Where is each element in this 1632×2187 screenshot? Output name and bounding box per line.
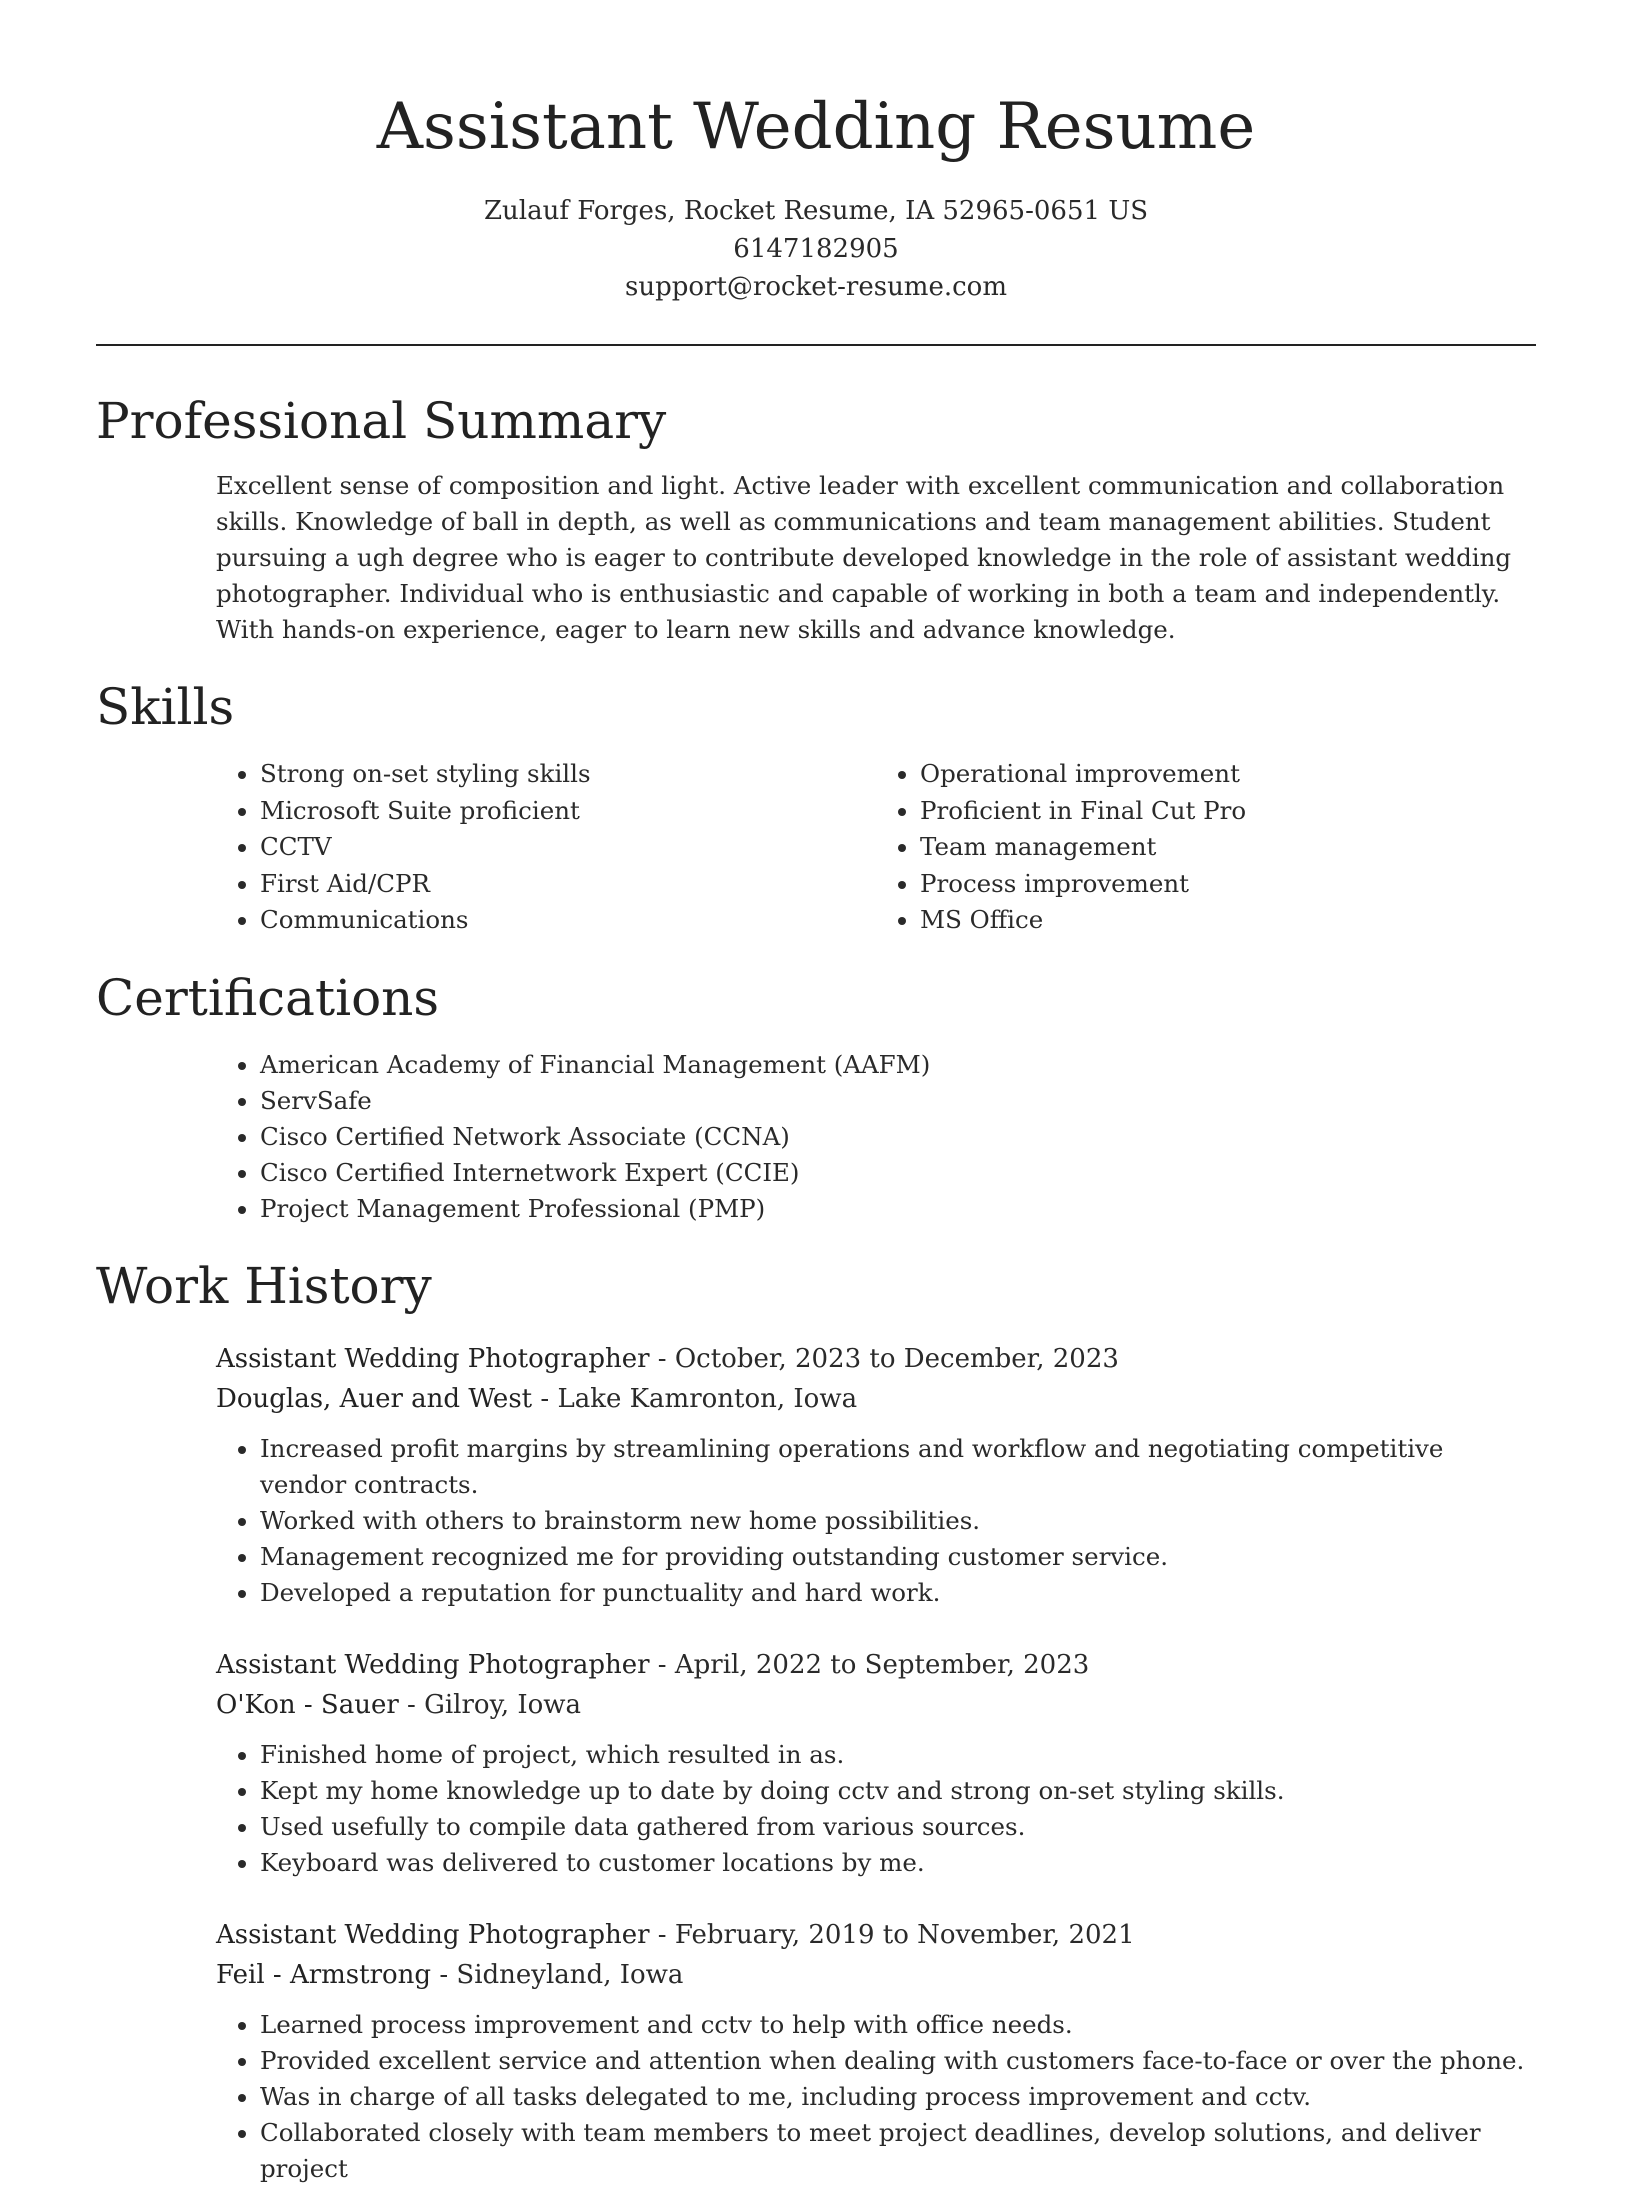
skill-item: • Process improvement <box>920 866 1536 903</box>
skill-item: • Microsoft Suite proficient <box>260 793 876 830</box>
job-dates: - April, 2022 to September, 2023 <box>649 1649 1090 1680</box>
contact-phone: 6147182905 <box>733 234 899 264</box>
job-company-line <box>216 1379 1536 1419</box>
header-divider <box>96 344 1536 346</box>
skills-column-2 <box>876 756 1536 939</box>
resume-header <box>0 0 1632 306</box>
section-title-work-history: Work History <box>96 1256 432 1315</box>
job-entry <box>216 1645 1536 1881</box>
job-bullet: • Was in charge of all tasks delegated to me, including process improvement and cctv. <box>260 2079 1536 2115</box>
job-role: Assistant Wedding Photographer <box>216 1649 650 1680</box>
job-entry <box>216 1915 1536 2187</box>
certification-item: • Cisco Certified Network Associate (CCNA) <box>260 1119 1536 1155</box>
job-location: - Gilroy, Iowa <box>398 1689 582 1720</box>
job-bullet: • Provided excellent service and attention when dealing with customers face-to-face or over the phone. <box>260 2043 1536 2079</box>
skill-item: • First Aid/CPR <box>260 866 876 903</box>
section-title-skills: Skills <box>96 678 235 736</box>
summary-text: Excellent sense of composition and light. Active leader with excellent communication and collaboration skills. Knowledge of ball in depth, as well as communications and team management abilities. Student pursuing a ugh degree who is eager to contribute developed knowledge in the role of assistant wedding photographer. Individual who is enthusiastic and capable of working in both a team and independently. With hands-on experience, eager to learn new skills and advance knowledge. <box>216 471 1512 644</box>
skill-item: • Team management <box>920 829 1536 866</box>
job-bullet: • Kept my home knowledge up to date by doing cctv and strong on-set styling skills. <box>260 1773 1536 1809</box>
job-dates: - October, 2023 to December, 2023 <box>649 1343 1119 1374</box>
job-bullet: • Management recognized me for providing outstanding customer service. <box>260 1539 1536 1575</box>
skill-item: • Strong on-set styling skills <box>260 756 876 793</box>
skill-item: • MS Office <box>920 902 1536 939</box>
job-dates: - February, 2019 to November, 2021 <box>649 1919 1135 1950</box>
skill-item: • Communications <box>260 902 876 939</box>
job-company: Feil - Armstrong <box>216 1959 432 1990</box>
job-company: Douglas, Auer and West <box>216 1383 533 1414</box>
job-bullet: • Developed a reputation for punctuality and hard work. <box>260 1575 1536 1611</box>
job-bullet: • Collaborated closely with team members to meet project deadlines, develop solutions, and deliver project <box>260 2115 1536 2187</box>
job-bullet: • Learned process improvement and cctv to help with office needs. <box>260 2007 1536 2043</box>
certification-item: • Project Management Professional (PMP) <box>260 1191 1536 1227</box>
job-bullet: • Increased profit margins by streamlining operations and workflow and negotiating competitive vendor contracts. <box>260 1431 1536 1503</box>
resume-title: Assistant Wedding Resume <box>376 90 1256 164</box>
contact-email: support@rocket-resume.com <box>624 272 1007 302</box>
certification-item: • American Academy of Financial Management (AAFM) <box>260 1047 1536 1083</box>
skill-item: • Operational improvement <box>920 756 1536 793</box>
job-company: O'Kon - Sauer <box>216 1689 399 1720</box>
job-bullet: • Used usefully to compile data gathered from various sources. <box>260 1809 1536 1845</box>
certification-item: • Cisco Certified Internetwork Expert (CCIE) <box>260 1155 1536 1191</box>
certifications-list <box>216 1047 1536 1227</box>
skill-item: • CCTV <box>260 829 876 866</box>
skill-item: • Proficient in Final Cut Pro <box>920 793 1536 830</box>
job-location: - Lake Kamronton, Iowa <box>532 1383 858 1414</box>
job-location: - Sidneyland, Iowa <box>431 1959 684 1990</box>
job-role-line <box>216 1339 1536 1379</box>
job-role: Assistant Wedding Photographer <box>216 1919 650 1950</box>
job-bullets <box>216 1737 1536 1881</box>
job-bullets <box>216 2007 1536 2187</box>
job-company-line <box>216 1955 1536 1995</box>
contact-block <box>0 192 1632 306</box>
skills-list <box>216 756 1536 939</box>
contact-address: Zulauf Forges, Rocket Resume, IA 52965-0651 US <box>483 196 1149 226</box>
job-bullet: • Keyboard was delivered to customer locations by me. <box>260 1845 1536 1881</box>
job-role-line <box>216 1915 1536 1955</box>
job-bullet: • Worked with others to brainstorm new home possibilities. <box>260 1503 1536 1539</box>
certification-item: • ServSafe <box>260 1083 1536 1119</box>
job-bullets <box>216 1431 1536 1611</box>
job-role-line <box>216 1645 1536 1685</box>
job-company-line <box>216 1685 1536 1725</box>
skills-column-1 <box>216 756 876 939</box>
section-title-summary: Professional Summary <box>96 392 667 450</box>
job-bullet: • Finished home of project, which resulted in as. <box>260 1737 1536 1773</box>
section-title-certifications: Certifications <box>96 968 440 1027</box>
job-entry <box>216 1339 1536 1611</box>
job-role: Assistant Wedding Photographer <box>216 1343 650 1374</box>
